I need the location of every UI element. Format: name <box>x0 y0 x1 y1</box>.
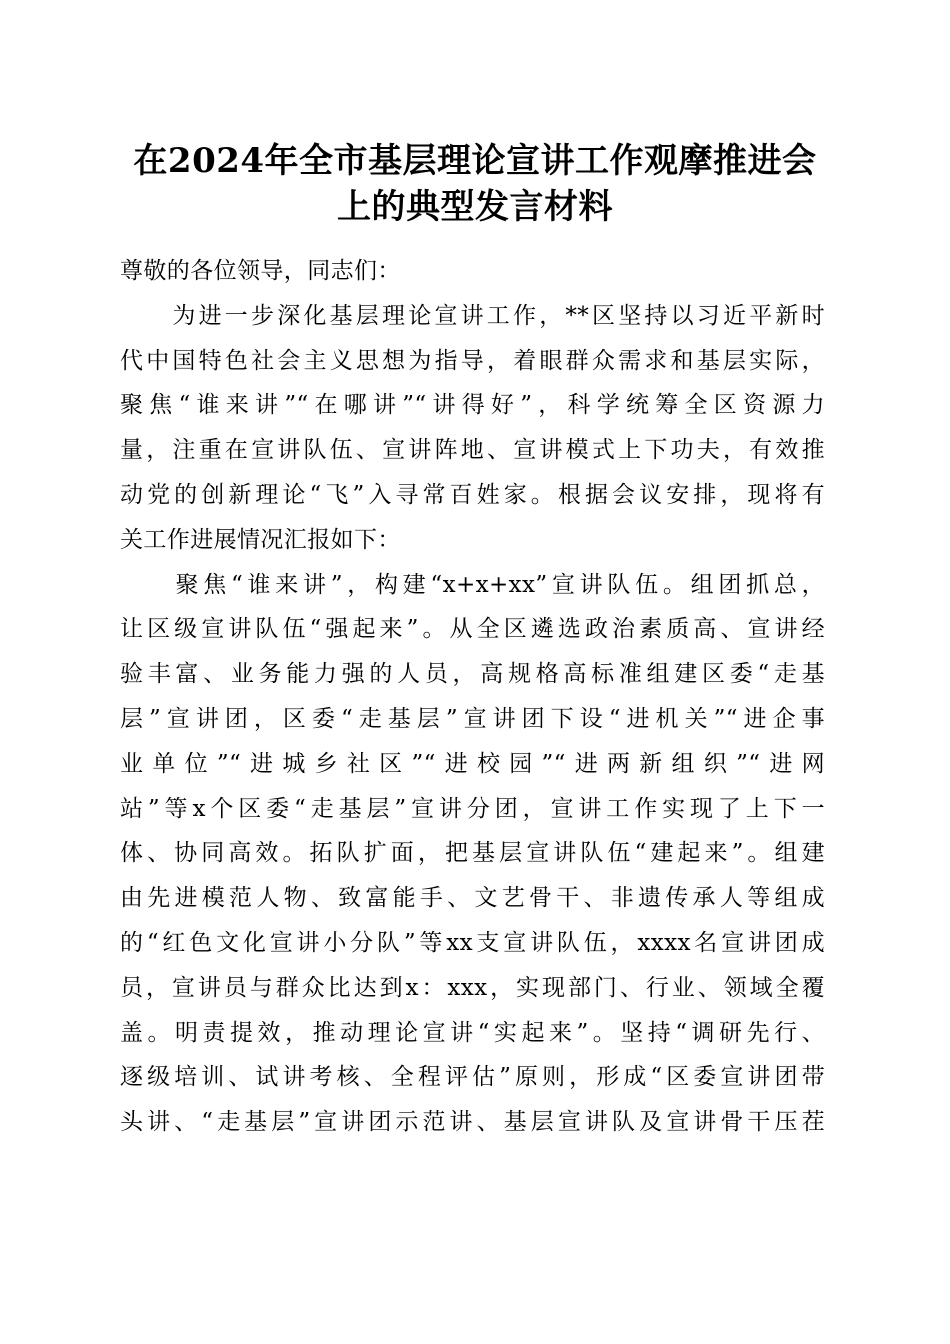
body-line: 盖。明责提效，推动理论宣讲“实起来”。坚持“调研先行、 <box>120 1019 825 1046</box>
body-line: 由先进模范人物、致富能手、文艺骨干、非遗传承人等组成 <box>120 885 825 912</box>
body-line: 关工作进展情况汇报如下： <box>120 526 401 553</box>
document-body <box>120 256 825 1152</box>
document-title <box>80 138 870 230</box>
body-line: 聚焦“谁来讲”，构建“x+x+xx”宣讲队伍。组团抓总， <box>120 571 825 598</box>
title-line-2: 上的典型发言材料 <box>337 187 613 227</box>
body-line: 为进一步深化基层理论宣讲工作，**区坚持以习近平新时 <box>120 302 825 329</box>
body-line: 聚焦“谁来讲”“在哪讲”“讲得好”，科学统筹全区资源力 <box>120 392 825 419</box>
body-line: 动党的创新理论“飞”入寻常百姓家。根据会议安排，现将有 <box>120 481 825 508</box>
body-line: 员，宣讲员与群众比达到x：xxx，实现部门、行业、领域全覆 <box>120 974 825 1001</box>
body-line: 业单位”“进城乡社区”“进校园”“进两新组织”“进网 <box>120 750 825 777</box>
body-line: 体、协同高效。拓队扩面，把基层宣讲队伍“建起来”。组建 <box>120 840 825 867</box>
body-line: 层”宣讲团，区委“走基层”宣讲团下设“进机关”“进企事 <box>120 705 825 732</box>
body-line: 验丰富、业务能力强的人员，高规格高标准组建区委“走基 <box>120 661 825 688</box>
body-line: 让区级宣讲队伍“强起来”。从全区遴选政治素质高、宣讲经 <box>120 616 825 643</box>
body-line: 的“红色文化宣讲小分队”等xx支宣讲队伍，xxxx名宣讲团成 <box>120 929 825 956</box>
body-line: 代中国特色社会主义思想为指导，着眼群众需求和基层实际， <box>120 347 825 374</box>
body-line: 头讲、“走基层”宣讲团示范讲、基层宣讲队及宣讲骨干压茬 <box>120 1109 825 1136</box>
salutation: 尊敬的各位领导，同志们： <box>120 258 401 284</box>
title-line-1: 在2024年全市基层理论宣讲工作观摩推进会 <box>133 141 817 181</box>
body-line: 量，注重在宣讲队伍、宣讲阵地、宣讲模式上下功夫，有效推 <box>120 437 825 464</box>
body-line: 逐级培训、试讲考核、全程评估”原则，形成“区委宣讲团带 <box>120 1064 825 1091</box>
body-line: 站”等x个区委“走基层”宣讲分团，宣讲工作实现了上下一 <box>120 795 825 822</box>
